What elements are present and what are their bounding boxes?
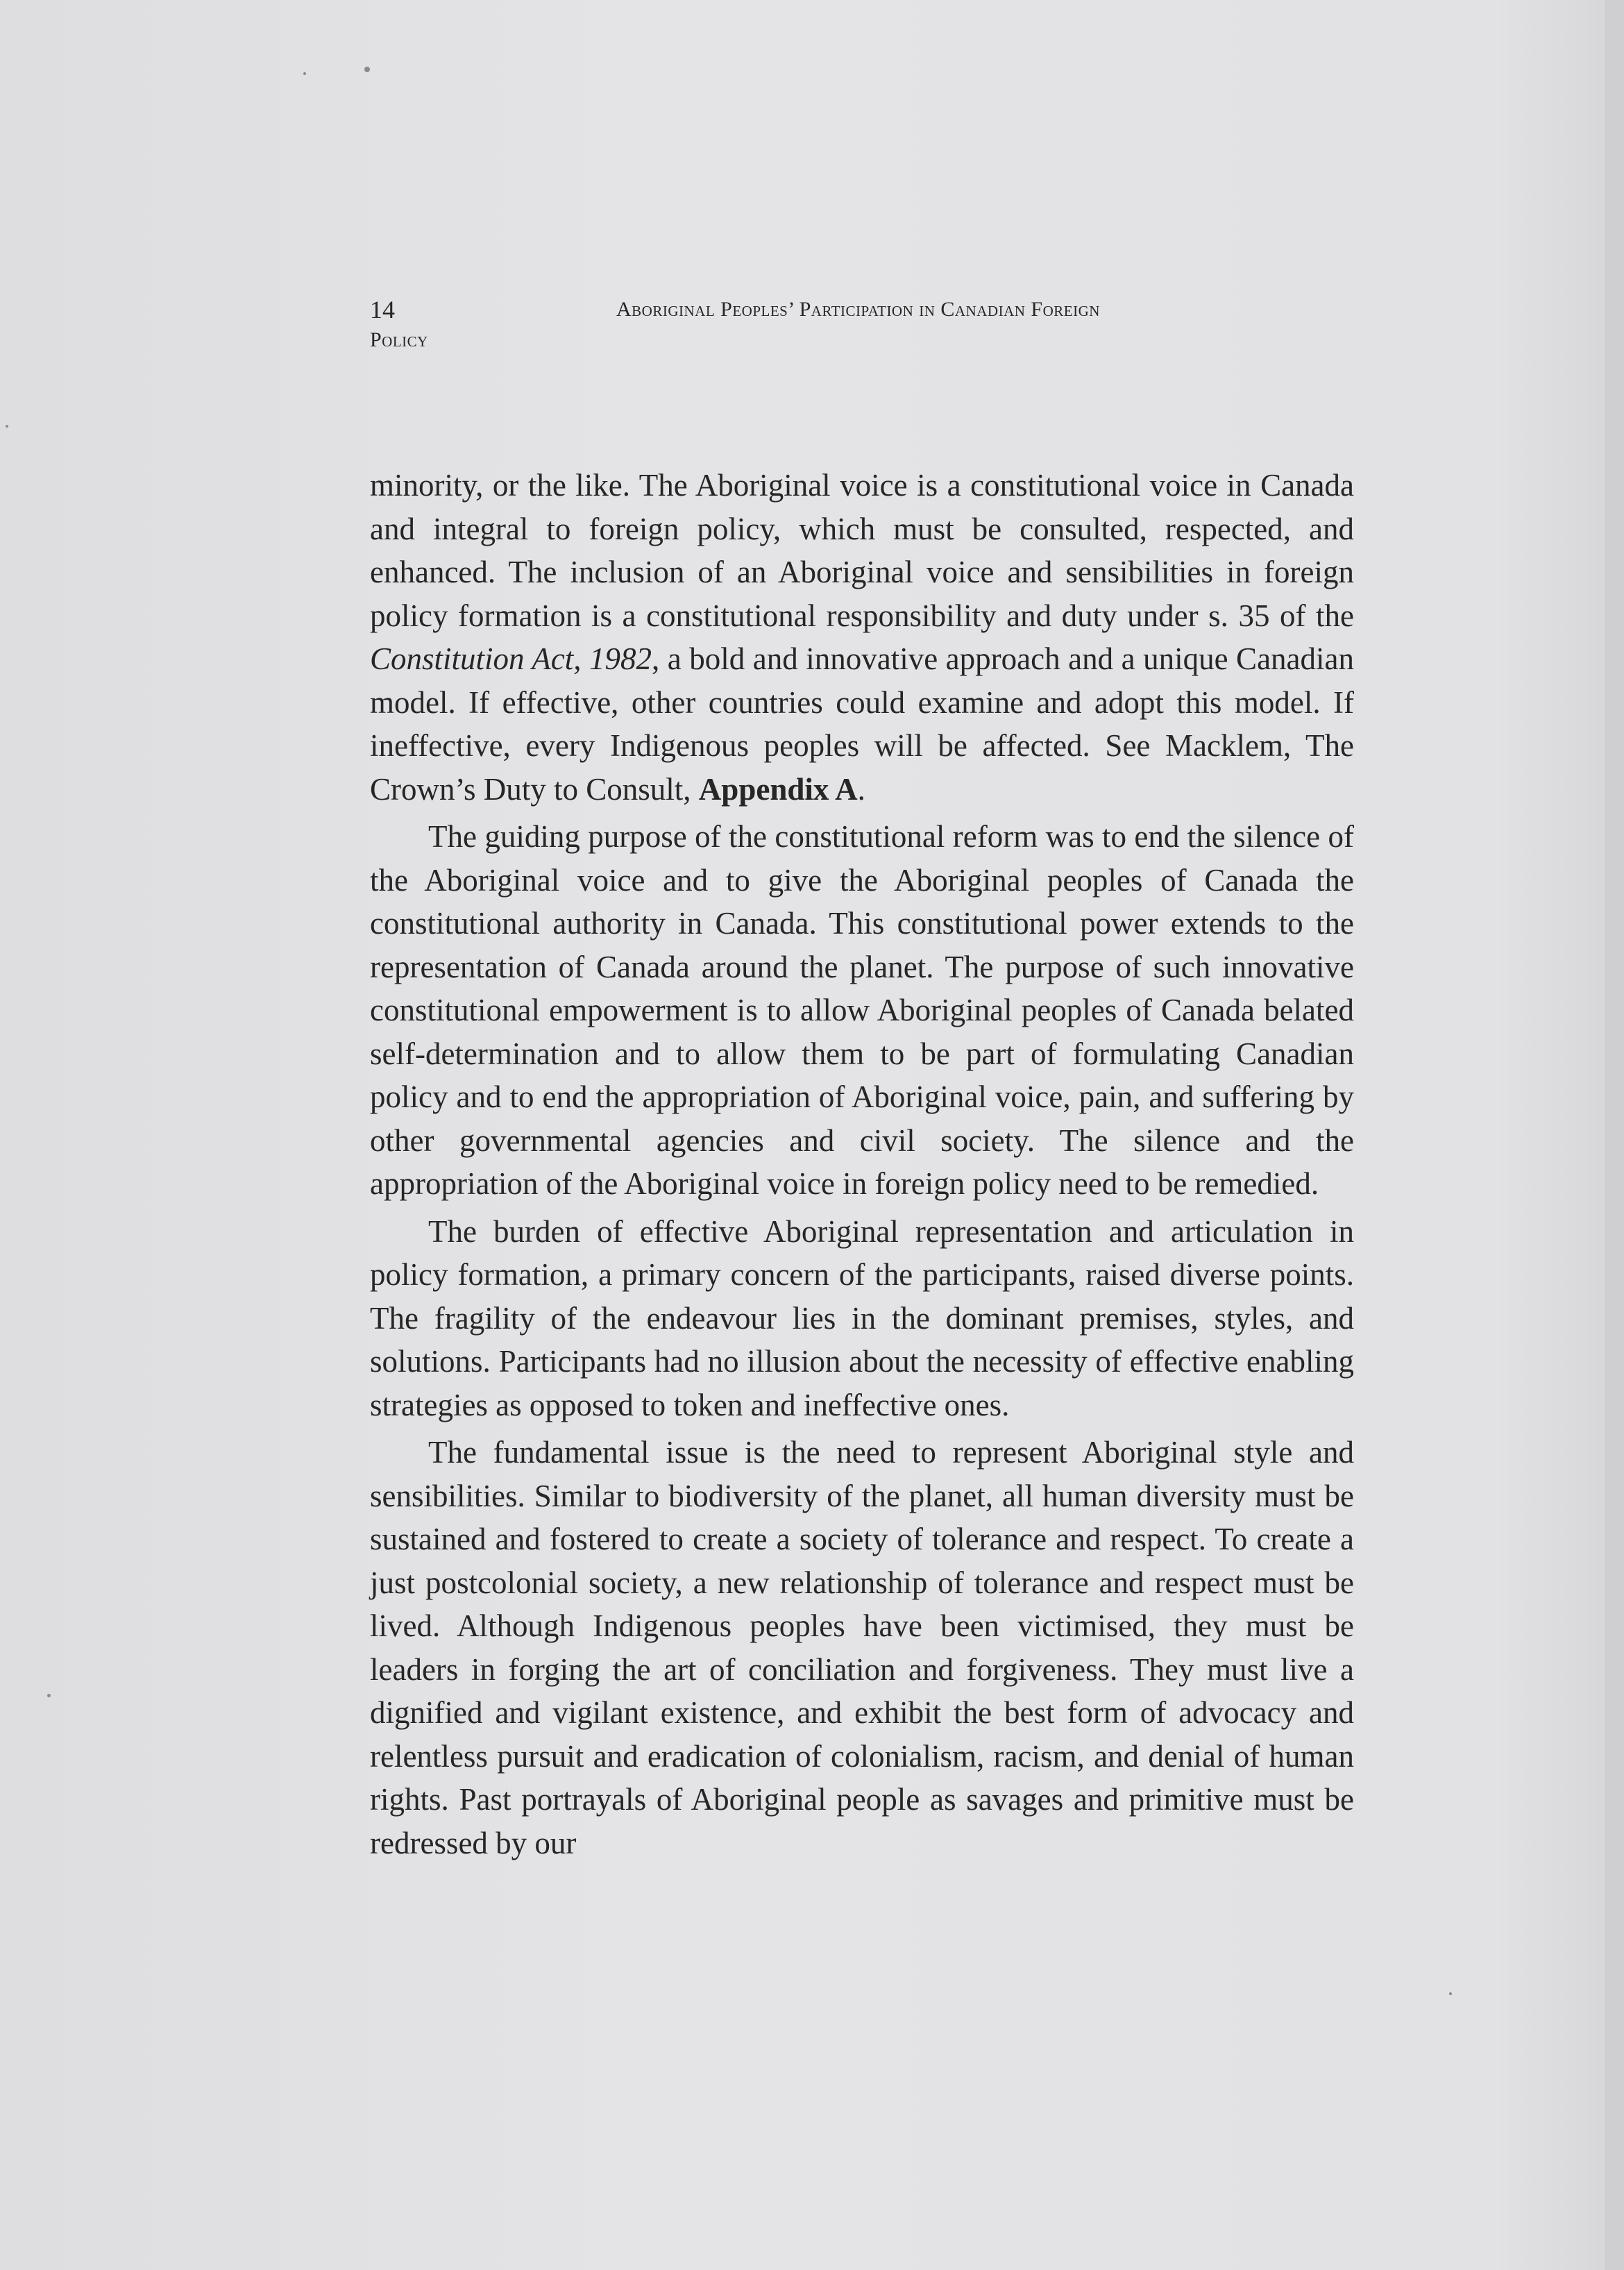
paragraph-text: . [857,771,865,807]
paragraph: The guiding purpose of the constitutional reform was to end the silence of the Aboriginal voice and to give the Aboriginal peoples of Canada the constitutional authority in Canada. This constitutional power extends to the representation of Canada around the planet. The purpose of such innovative constitutional empowerment is to allow Aboriginal peoples of Canada belated self-determination and to allow them to be part of formulating Canadian policy and to end the appropriation of Aboriginal voice, pain, and suffering by other governmental agencies and civil society. The silence and the appropriation of the Aboriginal voice in foreign policy need to be remedied. [370,819,1354,1201]
running-head-title: Aboriginal Peoples’ Participation in Canadian Foreign [616,298,1100,321]
paragraph [370,464,1354,811]
paragraph: The fundamental issue is the need to represent Aboriginal style and sensibilities. Similar to biodiversity of the planet, all human diversity must be sustained and fostered to create a society of tolerance and respect. To create a just postcolonial society, a new relationship of tolerance and respect must be lived. Although Indigenous peoples have been victimised, they must be leaders in forging the art of conciliation and forgiveness. They must live a dignified and vigilant existence, and exhibit the best form of advocacy and relentless pursuit and eradication of colonialism, racism, and denial of human rights. Past portrayals of Aboriginal people as savages and primitive must be redressed by our [370,1435,1354,1860]
page-gutter-shadow [1605,0,1624,2270]
body-text [370,464,1354,1865]
scan-speck [47,1694,51,1697]
running-head-title-continued: Policy [370,328,428,351]
appendix-reference: Appendix A [698,771,858,807]
scan-speck [1449,1992,1452,1995]
page-number: 14 [370,296,395,323]
paragraph-text: minority, or the like. The Aboriginal voice is a constitutional voice in Canada and integral to foreign policy, which must be consulted, respected, and enhanced. The inclusion of an Aboriginal voice and sensibilities in foreign policy formation is a constitutional responsibility and duty under s. 35 of the [370,468,1354,633]
paragraph-text: , a bold and innovative approach and a unique Canadian model. If effective, other countries could examine and adopt this model. If ineffective, every Indigenous peoples will be affected. See Macklem, The Crown’s Duty to Consult, [370,641,1354,807]
scan-speck [303,72,306,75]
statute-title: Constitution Act, 1982 [370,641,652,676]
scan-speck [364,67,370,72]
scan-speck [6,425,8,428]
paragraph: The burden of effective Aboriginal representation and articulation in policy formation, a primary concern of the participants, raised diverse points. The fragility of the endeavour lies in the dominant premises, styles, and solutions. Participants had no illusion about the necessity of effective enabling strategies as opposed to token and ineffective ones. [370,1213,1354,1422]
